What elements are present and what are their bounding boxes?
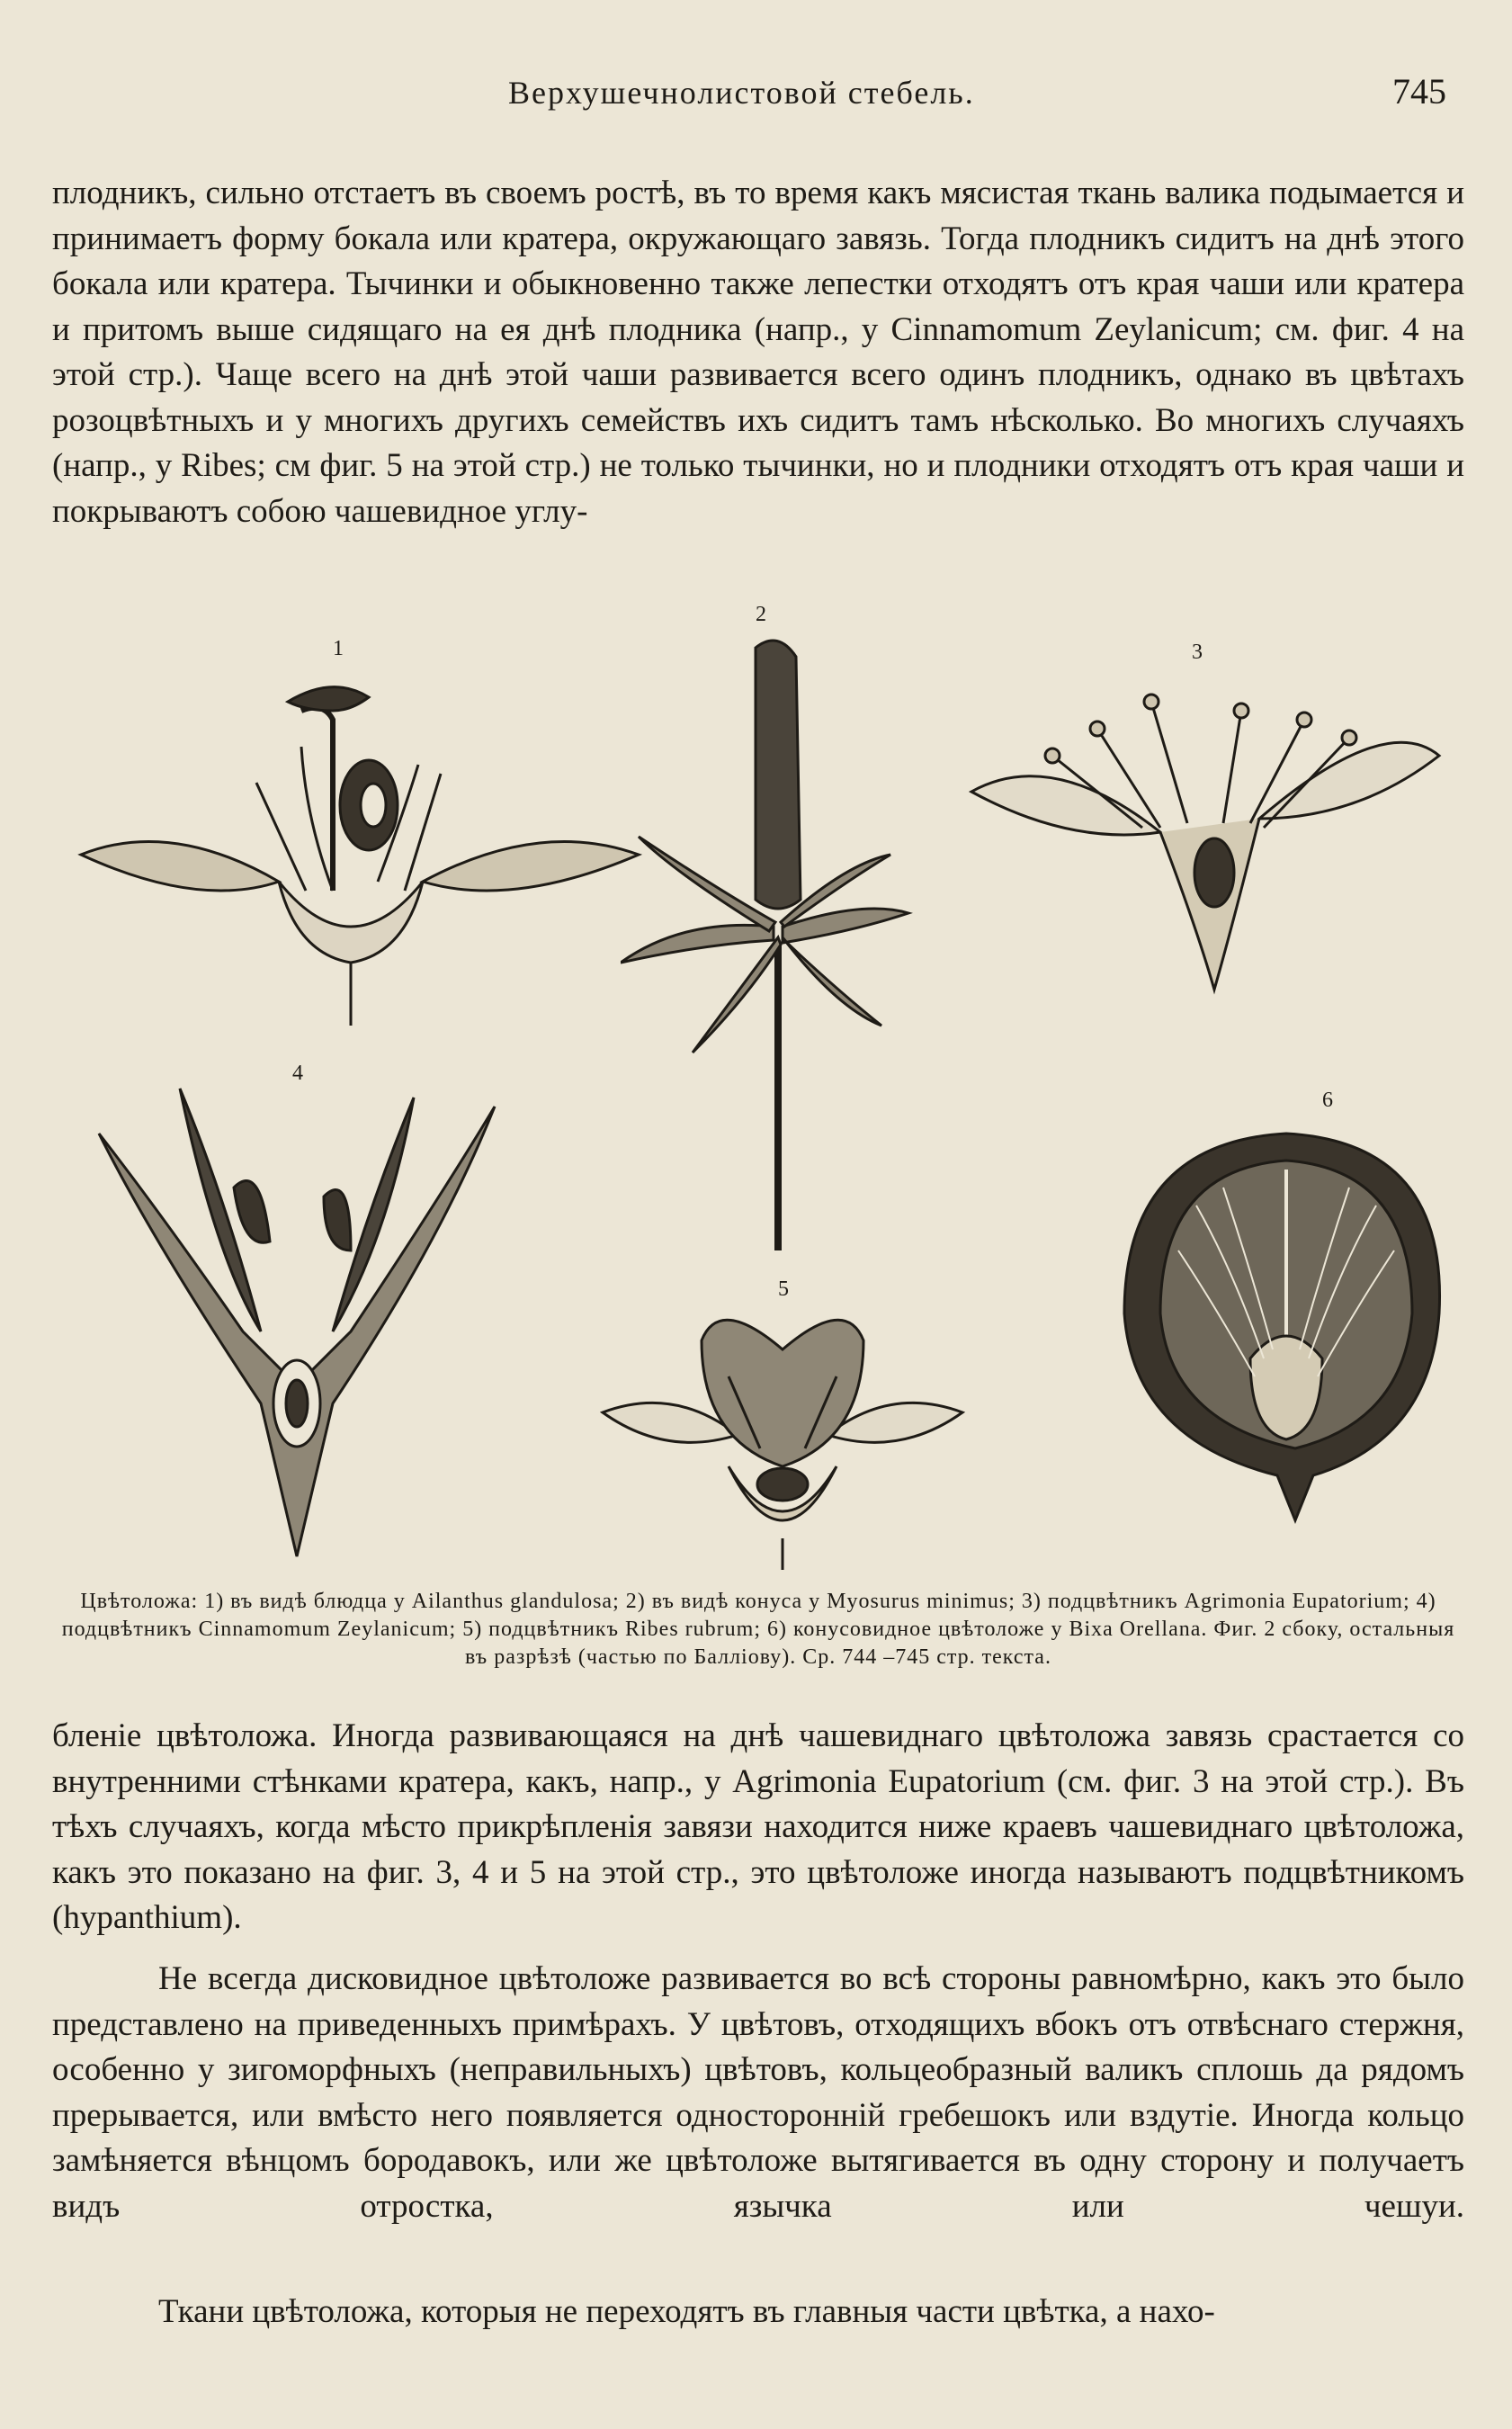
figure-6: [1115, 1089, 1457, 1529]
figure-2: [621, 603, 926, 1259]
figure-plate: [63, 603, 1466, 1583]
figure-1-label: 1: [333, 637, 344, 660]
paragraph-3: Ткани цвѣтоложа, которыя не переходятъ въ главныя части цвѣтка, а нахо-: [158, 2293, 1215, 2330]
figure-6-label: 6: [1322, 1089, 1333, 1112]
figure-5-illustration: [594, 1277, 971, 1574]
figure-1-illustration: [63, 612, 657, 1035]
figure-4: [81, 1062, 513, 1565]
paragraph-1: бленіе цвѣтоложа. Иногда развивающаяся на днѣ чашевиднаго цвѣтоложа завязь срастается со внутренними стѣнками кратера, какъ, напр., у Agrimonia Eupatorium (см. фиг. 3 на этой стр.). Въ тѣхъ случаяхъ, когда мѣсто прикрѣпленія завязи находится ниже краевъ чашевиднаго цвѣтоложа, какъ это показано на фиг. 3, 4 и 5 на этой стр., это цвѣтоложе иногда называютъ подцвѣтникомъ (hypanthium).: [52, 1717, 1464, 1936]
figure-4-label: 4: [292, 1062, 303, 1085]
figure-4-illustration: [81, 1062, 513, 1565]
figure-2-illustration: [621, 603, 926, 1259]
figure-5: [594, 1277, 971, 1574]
figure-6-illustration: [1115, 1089, 1457, 1529]
running-title: Верхушечнолистовой стебель.: [508, 75, 975, 111]
figure-2-label: 2: [756, 603, 766, 626]
page-header: [0, 70, 1512, 124]
figure-caption: Цвѣтоложа: 1) въ видѣ блюдца у Ailanthus glandulosa; 2) въ видѣ конуса у Myosurus minimus; 3) подцвѣтникъ Agrimonia Eupatorium; 4) подцвѣтникъ Cinnamomum Zeylanicum; 5) подцвѣтникъ Ribes rubrum; 6) конусовидное цвѣтоложе у Bixa Orellana. Фиг. 2 сбоку, остальныя въ разрѣзѣ (частью по Балліову). Ср. 744 –745 стр. текста.: [61, 1590, 1455, 1669]
figure-1: [63, 612, 657, 1035]
figure-3-label: 3: [1192, 641, 1203, 664]
figure-3-illustration: [962, 612, 1448, 1008]
figure-3: [962, 612, 1448, 1008]
page-number: 745: [1392, 71, 1446, 112]
top-paragraph: плодникъ, сильно отстаетъ въ своемъ ростѣ, въ то время какъ мясистая ткань валика подымается и принимаетъ форму бокала или кратера, окружающаго завязь. Тогда плодникъ сидитъ на днѣ этого бокала или кратера. Тычинки и обыкновенно также лепестки отходятъ отъ края чаши или кратера и притомъ выше сидящаго на ея днѣ плодника (напр., у Cinnamomum Zeylanicum; см. фиг. 4 на этой стр.). Чаще всего на днѣ этой чаши развивается всего одинъ плодникъ, однако въ цвѣтахъ розоцвѣтныхъ и у многихъ другихъ семействъ ихъ сидитъ тамъ нѣсколько. Во многихъ случаяхъ (напр., у Ribes; см фиг. 5 на этой стр.) не только тычинки, но и плодники отходятъ отъ края чаши и покрываютъ собою чашевидное углу-: [52, 175, 1464, 530]
paragraph-2: Не всегда дисковидное цвѣтоложе развивается во всѣ стороны равномѣрно, какъ это было представлено на приведенныхъ примѣрахъ. У цвѣтовъ, отходящихъ вбокъ отъ отвѣснаго стержня, особенно у зигоморфныхъ (неправильныхъ) цвѣтовъ, кольцеобразный валикъ сплошь да рядомъ прерывается, или вмѣсто него появляется односторонній гребешокъ или вздутіе. Иногда кольцо замѣняется вѣнцомъ бородавокъ, или же цвѣтоложе вытягивается въ одну сторону и получаетъ видъ отростка, язычка или чешуи.: [52, 1960, 1464, 2225]
figure-5-label: 5: [778, 1277, 789, 1301]
